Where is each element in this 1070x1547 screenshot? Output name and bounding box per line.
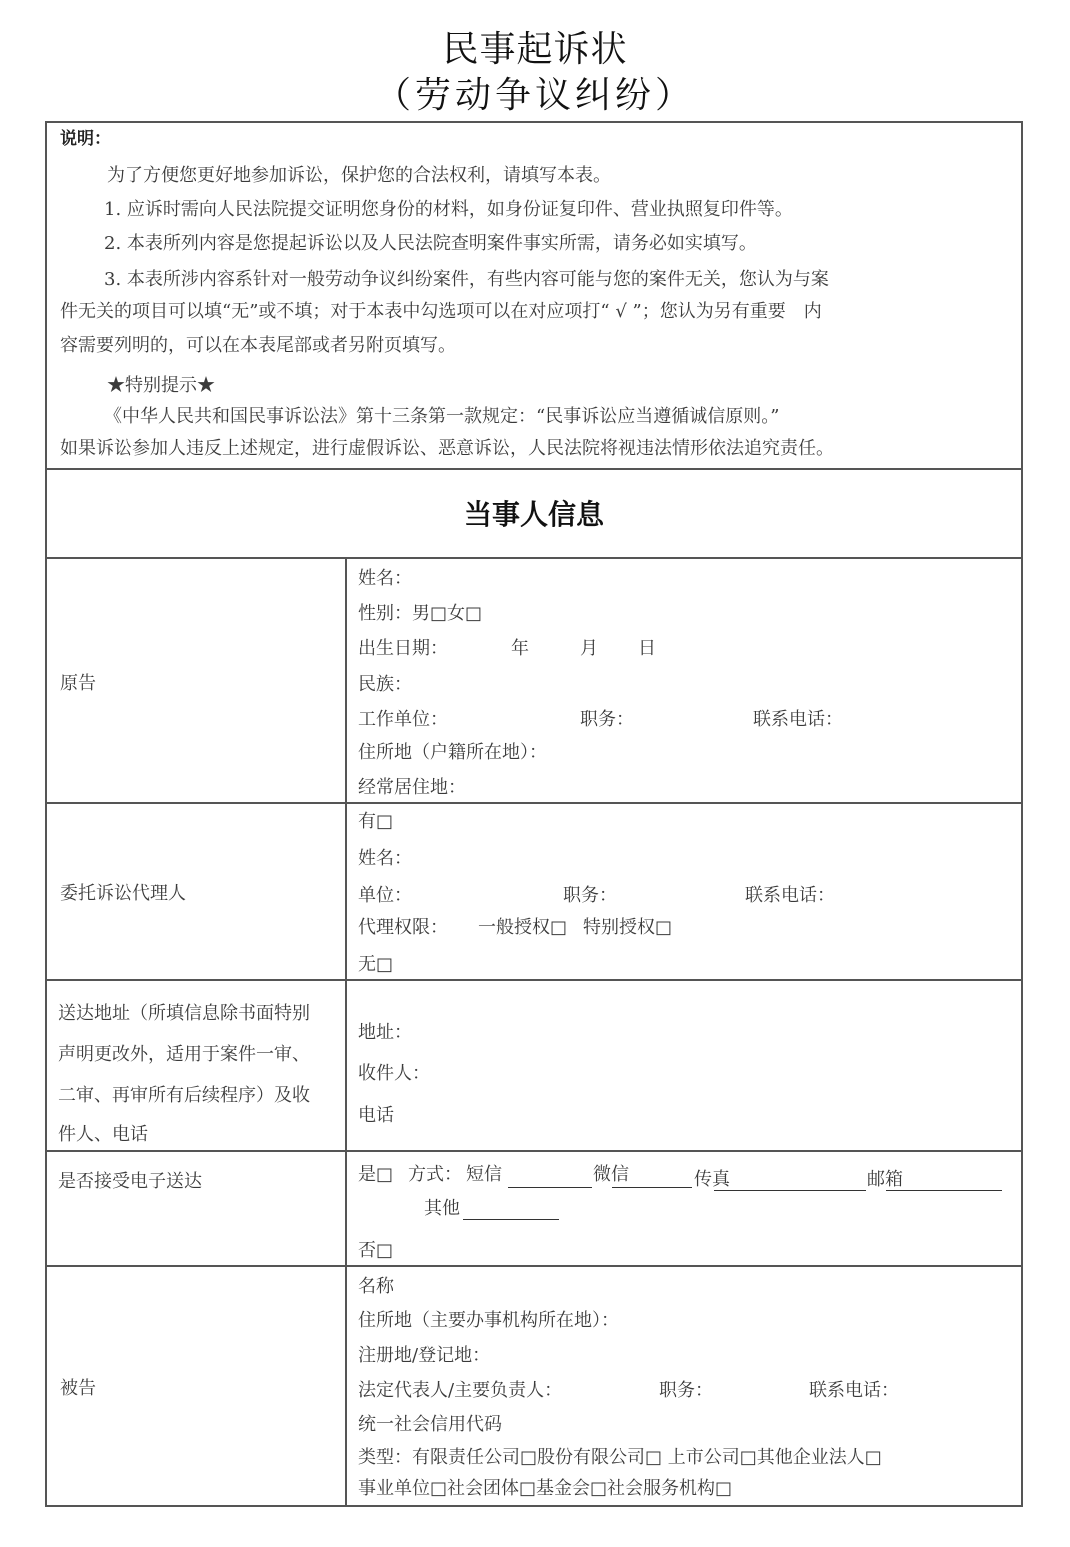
wechat-label: 微信 [593, 1164, 629, 1185]
special-notice-heading: ★特别提示★ [107, 375, 215, 396]
service-address-label-line-2: 声明更改外，适用于案件一审、 [58, 1044, 310, 1065]
plaintiff-name-field[interactable]: 姓名： [358, 568, 412, 589]
notes-heading: 说明： [60, 129, 111, 149]
divider-service-address [45, 1150, 1023, 1152]
plaintiff-label: 原告 [60, 673, 96, 694]
fax-label: 传真 [694, 1169, 730, 1190]
special-notice-line-2: 如果诉讼参加人违反上述规定，进行虚假诉讼、恶意诉讼，人民法院将视违法情形依法追究责任。 [60, 438, 834, 459]
notes-item-1: 1. 应诉时需向人民法院提交证明您身份的材料，如身份证复印件、营业执照复印件等。 [104, 199, 793, 220]
party-info-title: 当事人信息 [463, 498, 604, 531]
sms-label: 短信 [466, 1164, 502, 1185]
service-address-field[interactable]: 地址： [358, 1022, 412, 1043]
defendant-position-field[interactable]: 职务： [659, 1380, 713, 1401]
notes-item-3-line-1: 3. 本表所涉内容系针对一般劳动争议纠纷案件，有些内容可能与您的案件无关，您认为与案 [104, 269, 829, 290]
notes-intro: 为了方便您更好地参加诉讼，保护您的合法权利，请填写本表。 [107, 165, 611, 186]
sms-input[interactable] [508, 1169, 592, 1188]
document-title: 民事起诉状 [442, 29, 628, 70]
defendant-domicile-field[interactable]: 住所地（主要办事机构所在地）： [358, 1310, 619, 1331]
agent-label: 委托诉讼代理人 [60, 883, 186, 904]
form-table [45, 121, 1023, 1507]
email-input[interactable] [886, 1172, 1002, 1191]
divider-plaintiff [45, 802, 1023, 804]
service-address-label-line-3: 二审、再审所有后续程序）及收 [58, 1085, 310, 1106]
divider-agent [45, 979, 1023, 981]
plaintiff-employer-field[interactable]: 工作单位： [358, 709, 448, 730]
wechat-input[interactable] [612, 1169, 692, 1188]
electronic-no-checkbox[interactable]: 否□ [358, 1240, 394, 1261]
other-label: 其他 [424, 1198, 460, 1219]
authority-special-checkbox[interactable]: 特别授权□ [583, 917, 673, 938]
notes-item-3-line-2: 件无关的项目可以填“无”或不填；对于本表中勾选项可以在对应项打“ √ ”；您认为另有重要 内 [60, 301, 822, 322]
electronic-service-label: 是否接受电子送达 [58, 1171, 202, 1192]
agent-name-field[interactable]: 姓名： [358, 848, 412, 869]
defendant-name-field[interactable]: 名称 [358, 1276, 394, 1297]
agent-no-checkbox[interactable]: 无□ [358, 954, 394, 975]
document-subtitle: （劳动争议纠纷） [374, 75, 695, 116]
method-label: 方式： [408, 1164, 462, 1185]
plaintiff-position-field[interactable]: 职务： [580, 709, 634, 730]
fax-input[interactable] [714, 1172, 866, 1191]
agent-yes-checkbox[interactable]: 有□ [358, 811, 394, 832]
birth-month-label: 月 [580, 638, 598, 659]
plaintiff-birth-label[interactable]: 出生日期： [358, 638, 448, 659]
defendant-type-options-line-2[interactable]: 事业单位□社会团体□基金会□社会服务机构□ [358, 1478, 733, 1499]
birth-year-label: 年 [511, 638, 529, 659]
agent-position-field[interactable]: 职务： [563, 885, 617, 906]
defendant-label: 被告 [60, 1378, 96, 1399]
divider-notes [45, 468, 1023, 470]
birth-day-label: 日 [638, 638, 656, 659]
recipient-phone-field[interactable]: 电话 [358, 1105, 394, 1126]
agent-phone-field[interactable]: 联系电话： [745, 885, 835, 906]
plaintiff-residence-field[interactable]: 经常居住地： [358, 777, 466, 798]
defendant-registered-field[interactable]: 注册地/登记地： [358, 1345, 491, 1366]
plaintiff-phone-field[interactable]: 联系电话： [753, 709, 843, 730]
authority-general-checkbox[interactable]: 一般授权□ [478, 917, 568, 938]
special-notice-line-1: 《中华人民共和国民事诉讼法》第十三条第一款规定：“民事诉讼应当遵循诚信原则。” [104, 406, 780, 427]
defendant-type-options-line-1[interactable]: 类型：有限责任公司□股份有限公司□ 上市公司□其他企业法人□ [358, 1447, 882, 1468]
email-label: 邮箱 [867, 1169, 903, 1190]
column-divider [345, 558, 347, 1506]
defendant-phone-field[interactable]: 联系电话： [809, 1380, 899, 1401]
electronic-yes-checkbox[interactable]: 是□ [358, 1164, 394, 1185]
notes-item-2: 2. 本表所列内容是您提起诉讼以及人民法院查明案件事实所需，请务必如实填写。 [104, 233, 757, 254]
service-address-label-line-4: 件人、电话 [58, 1124, 148, 1145]
defendant-legal-rep-field[interactable]: 法定代表人/主要负责人： [358, 1380, 563, 1401]
plaintiff-gender-field[interactable]: 性别：男□女□ [358, 603, 483, 624]
other-input[interactable] [463, 1201, 559, 1220]
service-address-label-line-1: 送达地址（所填信息除书面特别 [58, 1003, 310, 1024]
divider-electronic-service [45, 1265, 1023, 1267]
divider-section-title [45, 557, 1023, 559]
agent-authority-label: 代理权限： [358, 917, 448, 938]
notes-item-3-line-3: 容需要列明的，可以在本表尾部或者另附页填写。 [60, 335, 456, 356]
agent-unit-field[interactable]: 单位： [358, 885, 412, 906]
plaintiff-ethnicity-field[interactable]: 民族： [358, 674, 412, 695]
recipient-field[interactable]: 收件人： [358, 1063, 430, 1084]
plaintiff-domicile-field[interactable]: 住所地（户籍所在地）： [358, 742, 547, 763]
defendant-credit-code-field[interactable]: 统一社会信用代码 [358, 1414, 502, 1435]
